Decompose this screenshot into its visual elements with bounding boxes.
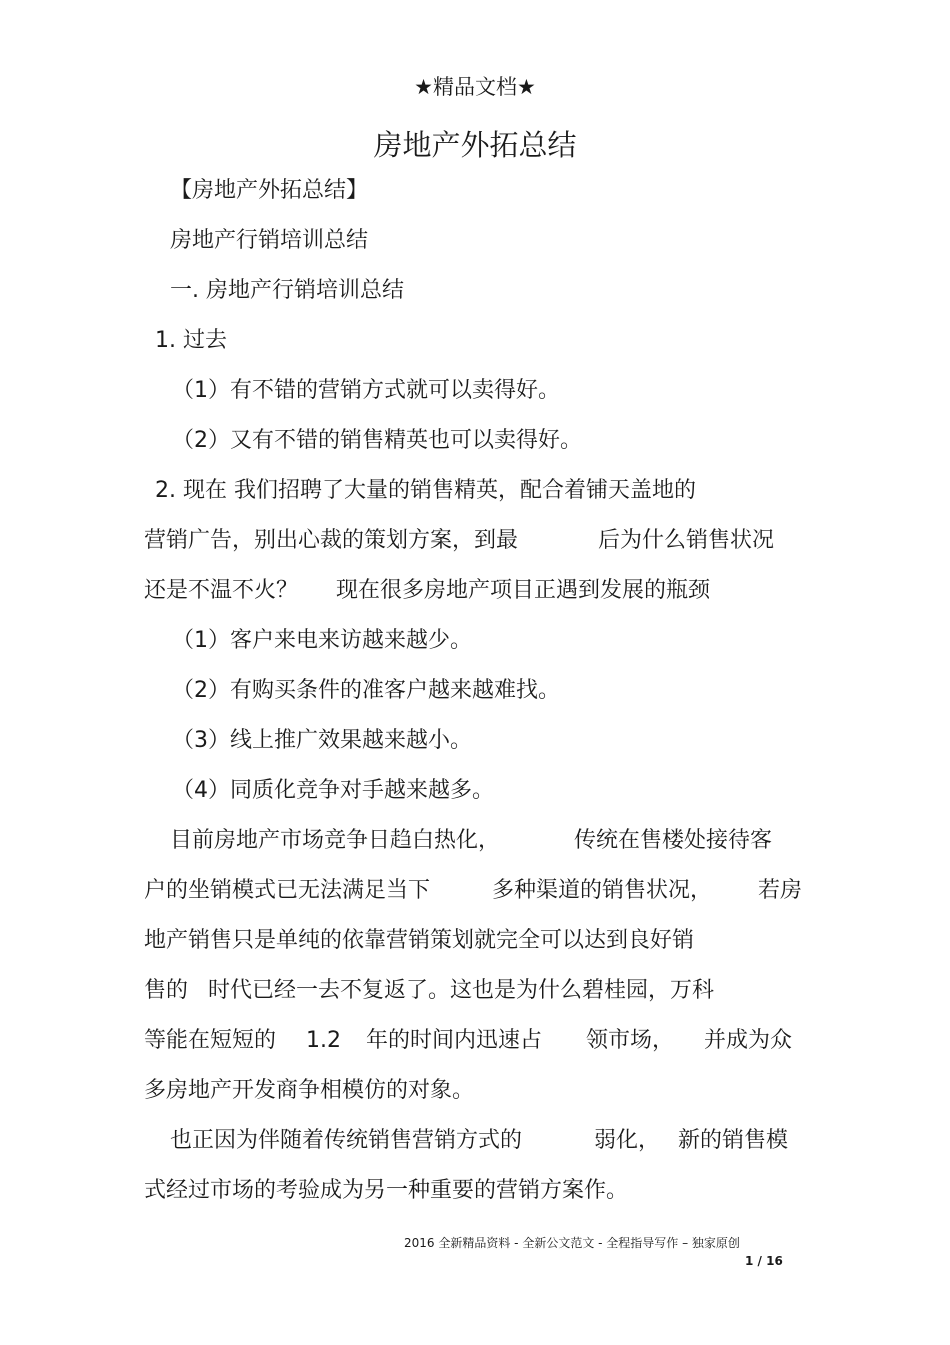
list-item: （1）有不错的营销方式就可以卖得好。 [172, 378, 560, 403]
text-segment: 现在很多房地产项目正遇到发展的瓶颈 [336, 578, 711, 603]
text-segment: 还是不温不火？ [144, 578, 299, 603]
list-item: 1. 过去 [155, 328, 227, 353]
text-segment: 若房 [758, 878, 803, 903]
list-item: （2）有购买条件的准客户越来越难找。 [172, 678, 560, 703]
paragraph-line: 房地产行销培训总结 [170, 228, 369, 253]
text-segment: 传统在售楼处接待客 [574, 828, 773, 853]
text-segment: 多种渠道的销售状况， [492, 878, 713, 903]
page-number: 1 / 16 [745, 1254, 783, 1268]
text-segment: 户的坐销模式已无法满足当下 [144, 878, 431, 903]
paragraph-line: 【房地产外拓总结】 [170, 178, 369, 203]
list-item: （1）客户来电来访越来越少。 [172, 628, 472, 653]
paragraph-line: 式经过市场的考验成为另一种重要的营销方案作。 [144, 1178, 629, 1203]
text-segment: 等能在短短的 [144, 1028, 277, 1053]
list-item: （2）又有不错的销售精英也可以卖得好。 [172, 428, 582, 453]
text-segment: 目前房地产市场竞争日趋白热化， [170, 828, 501, 853]
list-item: （4）同质化竞争对手越来越多。 [172, 778, 494, 803]
text-segment: 也正因为伴随着传统销售营销方式的 [170, 1128, 523, 1153]
text-segment: 年的时间内迅速占 [366, 1028, 543, 1053]
paragraph-line: 多房地产开发商争相模仿的对象。 [144, 1078, 475, 1103]
paragraph-line: 地产销售只是单纯的依靠营销策划就完全可以达到良好销 [144, 928, 695, 953]
page-footer: 2016 全新精品资料 - 全新公文范文 - 全程指导写作 – 独家原创 [404, 1236, 740, 1250]
list-item: 2. 现在 我们招聘了大量的销售精英，配合着铺天盖地的 [155, 478, 696, 503]
text-segment: 后为什么销售状况 [598, 528, 775, 553]
text-segment: 时代已经一去不复返了。这也是为什么碧桂园，万科 [208, 978, 715, 1003]
text-segment: 新的销售模 [678, 1128, 789, 1153]
text-segment: 1.2 [306, 1028, 341, 1053]
section-heading: 一. 房地产行销培训总结 [170, 278, 404, 303]
list-item: （3）线上推广效果越来越小。 [172, 728, 472, 753]
text-segment: 售的 [144, 978, 189, 1003]
text-segment: 弱化， [594, 1128, 661, 1153]
text-segment: 并成为众 [704, 1028, 793, 1053]
document-header: ★精品文档★ [414, 75, 536, 99]
text-segment: 领市场， [586, 1028, 675, 1053]
document-title: 房地产外拓总结 [373, 128, 577, 162]
text-segment: 营销广告，别出心裁的策划方案，到最 [144, 528, 519, 553]
